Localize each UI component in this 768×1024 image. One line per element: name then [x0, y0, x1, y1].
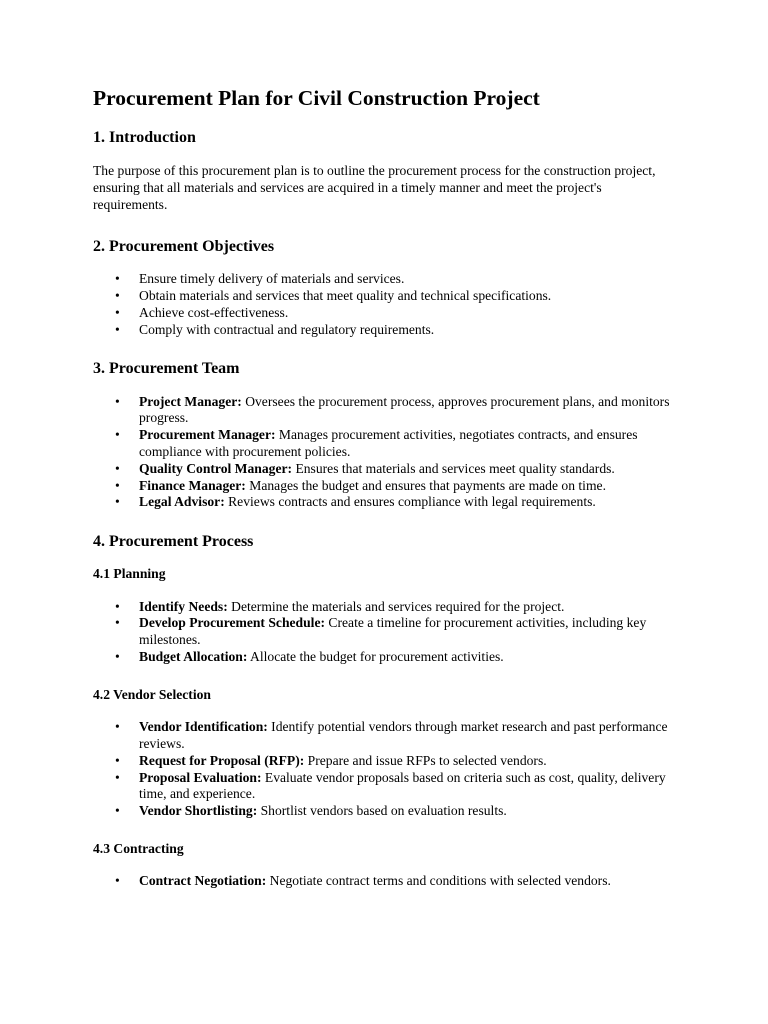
list-item-desc: Identify potential vendors through market research and past performance reviews.	[139, 719, 668, 751]
section-heading-introduction: 1. Introduction	[93, 128, 196, 146]
list-item	[139, 615, 676, 649]
subsection-heading-planning: 4.1 Planning	[93, 566, 166, 582]
list-item	[139, 478, 676, 495]
list-item-term: Quality Control Manager:	[139, 460, 293, 476]
introduction-paragraph: The purpose of this procurement plan is to outline the procurement process for the construction project, ensuring that all materials and services are acquired in a timely manner and meet the project's requirements.	[93, 162, 656, 212]
contracting-list	[93, 873, 676, 890]
list-item-desc: Prepare and issue RFPs to selected vendors.	[304, 752, 547, 768]
list-item: • Ensure timely delivery of materials and services.	[139, 271, 676, 288]
list-item: • Comply with contractual and regulatory requirements.	[139, 322, 676, 339]
list-item-term: Procurement Manager:	[139, 427, 276, 443]
list-item	[139, 649, 676, 666]
subsection-heading-contracting: 4.3 Contracting	[93, 840, 184, 856]
list-item-term: Develop Procurement Schedule:	[139, 615, 326, 631]
vendor-selection-list	[93, 719, 676, 820]
list-item-term: Project Manager:	[139, 393, 242, 409]
list-item-desc: Create a timeline for procurement activities, including key milestones.	[139, 615, 647, 648]
section-heading-team: 3. Procurement Team	[93, 360, 240, 378]
planning-list	[93, 599, 676, 666]
list-item	[139, 599, 676, 616]
list-item-desc: Negotiate contract terms and conditions with selected vendors.	[266, 873, 611, 889]
list-item-term: Contract Negotiation:	[139, 873, 267, 889]
list-item	[139, 427, 676, 461]
list-item	[139, 803, 676, 820]
list-item-term: Vendor Shortlisting:	[139, 803, 258, 819]
team-list	[93, 394, 676, 512]
list-item: • Obtain materials and services that meet quality and technical specifications.	[139, 288, 676, 305]
list-item	[139, 719, 676, 753]
list-item-desc: Manages procurement activities, negotiates contracts, and ensures compliance with procurement policies.	[139, 427, 638, 459]
list-item-desc: Allocate the budget for procurement activities.	[247, 649, 504, 665]
list-item	[139, 770, 676, 804]
list-item-term: Finance Manager:	[139, 477, 246, 493]
list-item-term: Vendor Identification:	[139, 719, 268, 735]
list-item-desc: Reviews contracts and ensures compliance with legal requirements.	[224, 494, 596, 510]
section-heading-process: 4. Procurement Process	[93, 533, 254, 551]
list-item-term: Identify Needs:	[139, 598, 228, 614]
list-item	[139, 494, 676, 511]
list-item-desc: Ensures that materials and services meet quality standards.	[292, 460, 615, 476]
list-item-term: Budget Allocation:	[139, 649, 248, 665]
list-item	[139, 394, 676, 428]
list-item: • Achieve cost-effectiveness.	[139, 305, 676, 322]
list-item-desc: Determine the materials and services required for the project.	[227, 598, 565, 614]
list-item-term: Proposal Evaluation:	[139, 769, 262, 785]
list-item-desc: Shortlist vendors based on evaluation results.	[257, 803, 507, 819]
list-item	[139, 873, 676, 890]
objectives-list	[93, 271, 676, 338]
document-title: Procurement Plan for Civil Construction Project	[93, 86, 540, 110]
section-heading-objectives: 2. Procurement Objectives	[93, 237, 275, 255]
subsection-heading-vendor-selection: 4.2 Vendor Selection	[93, 686, 211, 702]
list-item-desc: Evaluate vendor proposals based on criteria such as cost, quality, delivery time, and experience.	[139, 769, 666, 802]
list-item-term: Request for Proposal (RFP):	[139, 752, 305, 768]
list-item-desc: Manages the budget and ensures that payments are made on time.	[245, 477, 606, 493]
list-item	[139, 461, 676, 478]
list-item-desc: Oversees the procurement process, approves procurement plans, and monitors progress.	[139, 393, 670, 426]
list-item	[139, 753, 676, 770]
list-item-term: Legal Advisor:	[139, 494, 225, 510]
